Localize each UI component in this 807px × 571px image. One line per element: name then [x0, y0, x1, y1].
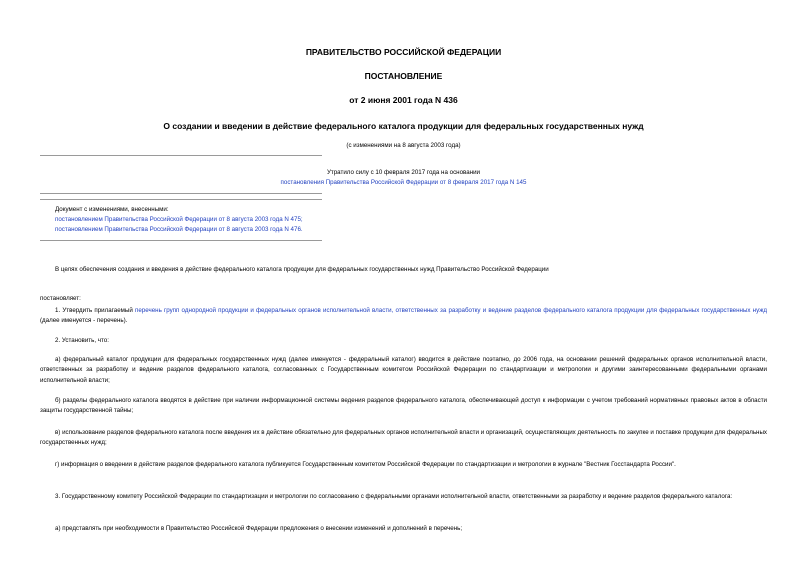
paragraph-1 [40, 306, 767, 327]
paragraph-2v: в) использование разделов федерального каталога после введения их в действие обязательно для федеральных органов исполнительной власти и организаций, осуществляющих деятельность по закупке и поставке продукции для федеральных государственных нужд; [40, 429, 767, 447]
divider [40, 240, 322, 241]
paragraph-1-start: 1. Утвердить прилагаемый [55, 307, 133, 314]
divider [40, 199, 322, 200]
paragraph-2a: а) федеральный каталог продукции для федеральных государственных нужд (далее именуется - федеральный каталог) вводится в действие поэтапно, до 2006 года, на основании решений федеральных органов исполнительной власти, ответственных за разработку и ведение разделов федерального каталога, согласованных с Государственным комитетом Российской Федерации по стандартизации и метрологии и другими заинтересованными федеральными органами исполнительной власти; [40, 356, 767, 384]
amendment-link-475[interactable]: постановлением Правительства Российской Федерации от 8 августа 2003 года N 475; [55, 216, 303, 223]
appendix-list-link[interactable]: перечень групп однородной продукции и федеральных органов исполнительной власти, ответственных за разработку и ведение разделов федерального каталога продукции для федеральных государственных нужд [135, 307, 767, 314]
changes-intro: Документ с изменениями, внесенными: [55, 206, 169, 213]
paragraph-1-end: (далее именуется - перечень). [40, 317, 128, 325]
document-date-number: от 2 июня 2001 года N 436 [349, 95, 458, 105]
amendment-link-476[interactable]: постановлением Правительства Российской Федерации от 8 августа 2003 года N 476. [55, 226, 303, 233]
government-name: ПРАВИТЕЛЬСТВО РОССИЙСКОЙ ФЕДЕРАЦИИ [305, 47, 502, 57]
paragraph-3a: а) представлять при необходимости в Правительство Российской Федерации предложения о внесении изменений и дополнений в перечень; [55, 525, 463, 532]
document-type: ПОСТАНОВЛЕНИЕ [364, 71, 443, 81]
paragraph-3: 3. Государственному комитету Российской Федерации по стандартизации и метрологии по согласованию с федеральными органами исполнительной власти, ответственными за разработку и ведение разделов федерального каталога: [55, 493, 733, 500]
divider [40, 155, 322, 156]
decrees-word: постановляет: [40, 295, 81, 302]
preamble: В целях обеспечения создания и введения в действие федерального каталога продукции для федеральных государственных нужд Правительство Российской Федерации [55, 266, 549, 273]
expired-decree-link[interactable]: постановления Правительства Российской Федерации от 8 февраля 2017 года N 145 [280, 179, 527, 186]
paragraph-2b: б) разделы федерального каталога вводятся в действие при наличии информационной системы ведения разделов федерального каталога, обеспечивающей доступ к информации с учетом требований нормативных правовых актов в области защиты государственной тайны; [40, 397, 767, 415]
paragraph-2g: г) информация о введении в действие разделов федерального каталога публикуется Государственным комитетом Российской Федерации по стандартизации и метрологии в журнале "Вестник Госстандарта России". [55, 461, 676, 468]
expired-notice: Утратило силу с 10 февраля 2017 года на основании [326, 169, 481, 176]
amendments-note: (с изменениями на 8 августа 2003 года) [346, 142, 461, 149]
paragraph-2: 2. Установить, что: [55, 337, 109, 344]
document-title: О создании и введении в действие федерального каталога продукции для федеральных государственных нужд [163, 121, 644, 131]
divider [40, 193, 322, 194]
